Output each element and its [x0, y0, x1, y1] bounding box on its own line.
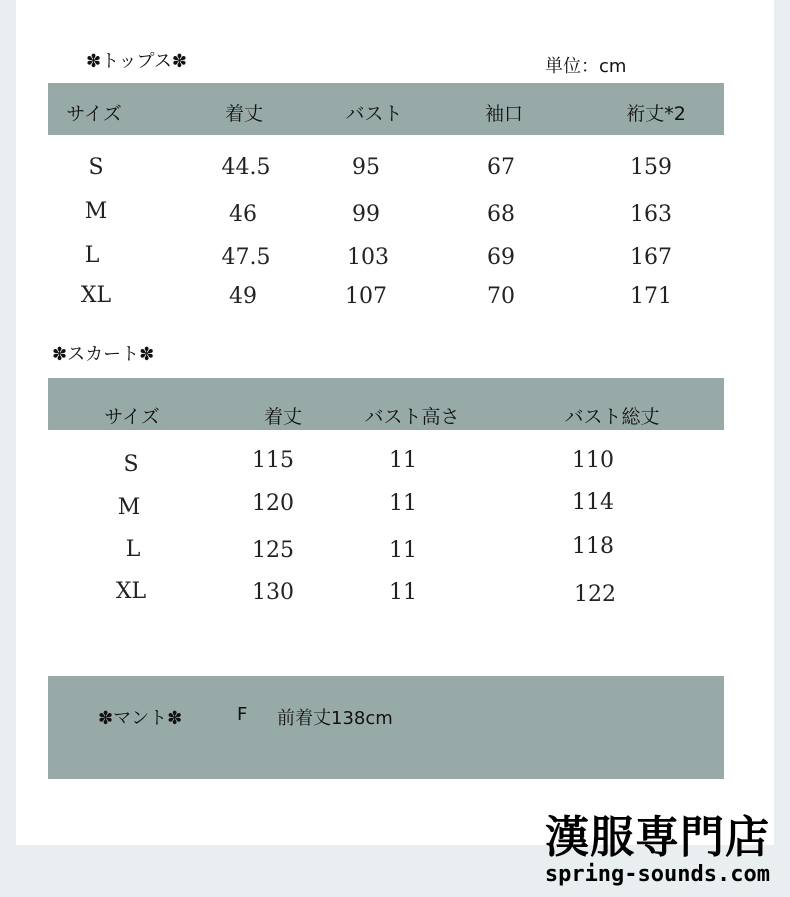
- tops-header-cuff: 袖口: [484, 103, 524, 125]
- table-cell: 69: [487, 245, 515, 270]
- tops-title: ✽トップス✽: [86, 51, 187, 72]
- table-cell: 130: [252, 580, 294, 605]
- table-cell: 11: [389, 448, 417, 473]
- table-cell: 115: [252, 448, 294, 473]
- table-cell: 163: [630, 202, 672, 227]
- table-cell: 107: [345, 284, 387, 309]
- table-cell: 67: [487, 155, 515, 180]
- table-cell: 11: [389, 491, 417, 516]
- table-cell: 95: [352, 155, 380, 180]
- skirt-header-bust-total: バスト総丈: [564, 406, 660, 428]
- table-cell: 167: [630, 245, 672, 270]
- table-cell: 70: [487, 284, 515, 309]
- table-cell: S: [88, 155, 104, 180]
- table-cell: 110: [572, 448, 614, 473]
- cape-size: F: [237, 704, 248, 725]
- tops-header-length: 着丈: [224, 103, 264, 125]
- skirt-header-band: [48, 378, 724, 430]
- cape-note: 前着丈138cm: [277, 708, 393, 729]
- tops-header-size: サイズ: [66, 103, 122, 125]
- brand-name: 漢服専門店: [545, 812, 770, 863]
- table-cell: 11: [389, 538, 417, 563]
- unit-label: 単位：cm: [545, 56, 627, 77]
- brand-url: spring-sounds.com: [544, 862, 770, 887]
- table-cell: S: [123, 452, 139, 477]
- table-cell: 46: [229, 202, 257, 227]
- table-cell: 99: [352, 202, 380, 227]
- table-cell: 125: [252, 538, 294, 563]
- table-cell: 49: [229, 284, 257, 309]
- tops-header-sleeve: 裄丈*2: [626, 103, 686, 125]
- tops-header-band: [48, 83, 724, 135]
- table-cell: 44.5: [221, 155, 271, 180]
- brand-watermark: [544, 812, 770, 887]
- tops-header-bust: バスト: [345, 103, 403, 125]
- table-cell: 103: [347, 245, 389, 270]
- skirt-header-length: 着丈: [263, 406, 303, 428]
- table-cell: 47.5: [221, 245, 271, 270]
- table-cell: 171: [630, 284, 672, 309]
- table-cell: 159: [630, 155, 672, 180]
- table-cell: 118: [572, 534, 614, 559]
- skirt-header-bust-height: バスト高さ: [364, 406, 460, 428]
- cape-title: ✽マント✽: [98, 708, 183, 729]
- table-cell: M: [84, 199, 108, 224]
- table-cell: M: [117, 495, 141, 520]
- table-cell: 120: [252, 491, 294, 516]
- table-cell: 122: [574, 582, 616, 607]
- skirt-title: ✽スカート✽: [52, 344, 155, 365]
- table-cell: 68: [487, 202, 515, 227]
- table-cell: XL: [115, 579, 147, 604]
- table-cell: L: [125, 537, 141, 562]
- table-cell: 11: [389, 580, 417, 605]
- table-cell: XL: [80, 283, 112, 308]
- table-cell: 114: [572, 490, 614, 515]
- table-cell: L: [84, 243, 100, 268]
- skirt-header-size: サイズ: [104, 406, 160, 428]
